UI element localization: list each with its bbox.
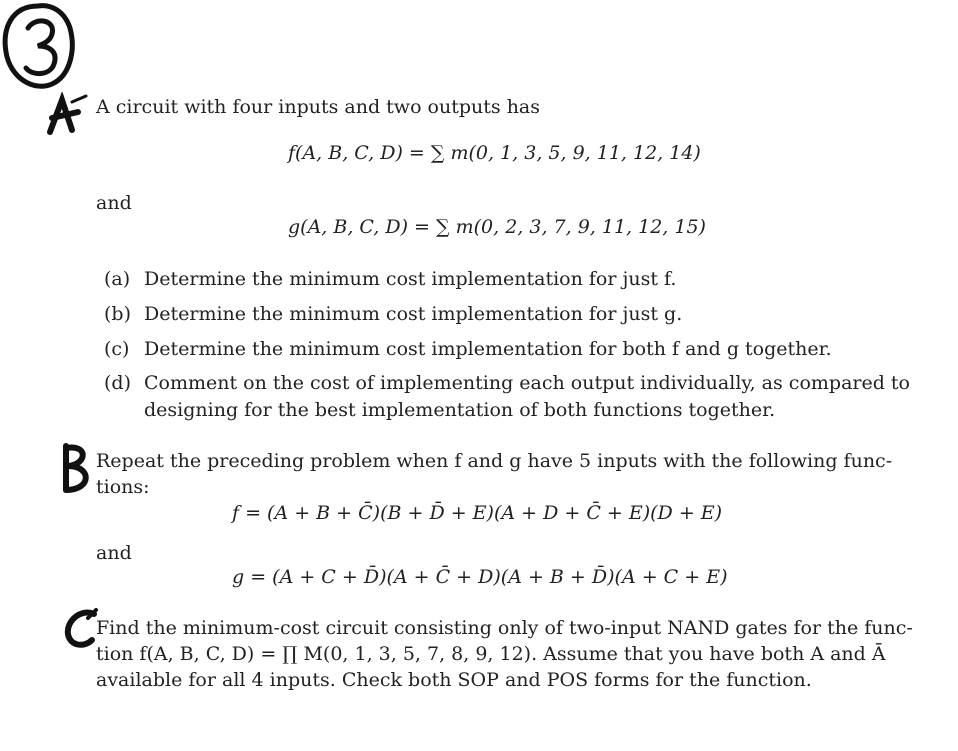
hand-mark-a	[42, 92, 92, 137]
part-a-label: (a)	[104, 268, 131, 290]
problem-a-intro: A circuit with four inputs and two outputs has	[96, 96, 541, 118]
problem-c-line1: Find the minimum-cost circuit consisting only of two-input NAND gates for the func-	[96, 617, 913, 639]
part-d-label: (d)	[104, 372, 131, 394]
part-a	[104, 266, 677, 292]
hand-mark-b	[56, 440, 96, 496]
part-c-text: Determine the minimum cost implementation for both f and g together.	[144, 338, 832, 360]
part-b-text: Determine the minimum cost implementation for just g.	[144, 303, 683, 325]
circled-number-annotation	[0, 0, 80, 100]
problem-b-and: and	[96, 542, 132, 564]
problem-a-g-expression: g(A, B, C, D) = ∑ m(0, 2, 3, 7, 9, 11, 12, 15)	[288, 216, 706, 238]
problem-b-g-expression: g = (A + C + D̄)(A + C̄ + D)(A + B + D̄)(A + C + E)	[232, 566, 728, 588]
problem-b-line1: Repeat the preceding problem when f and g have 5 inputs with the following func-	[96, 450, 893, 472]
problem-b-f-expression: f = (A + B + C̄)(B + D̄ + E)(A + D + C̄ + E)(D + E)	[232, 502, 723, 524]
part-a-text: Determine the minimum cost implementation for just f.	[144, 268, 677, 290]
problem-b-line2: tions:	[96, 476, 150, 498]
part-b	[104, 301, 683, 327]
problem-a-and: and	[96, 192, 132, 214]
part-d-text-continued: designing for the best implementation of both functions together.	[144, 399, 776, 421]
part-b-label: (b)	[104, 303, 131, 325]
part-c-label: (c)	[104, 338, 130, 360]
part-c	[104, 336, 832, 362]
problem-c-line2: tion f(A, B, C, D) = ∏ M(0, 1, 3, 5, 7, 8, 9, 12). Assume that you have both A and Ā	[96, 643, 886, 665]
part-d	[104, 370, 910, 396]
part-d-text: Comment on the cost of implementing each output individually, as compared to	[144, 372, 910, 394]
problem-a-f-expression: f(A, B, C, D) = ∑ m(0, 1, 3, 5, 9, 11, 12, 14)	[288, 142, 701, 164]
problem-c-line3: available for all 4 inputs. Check both SOP and POS forms for the function.	[96, 669, 812, 691]
